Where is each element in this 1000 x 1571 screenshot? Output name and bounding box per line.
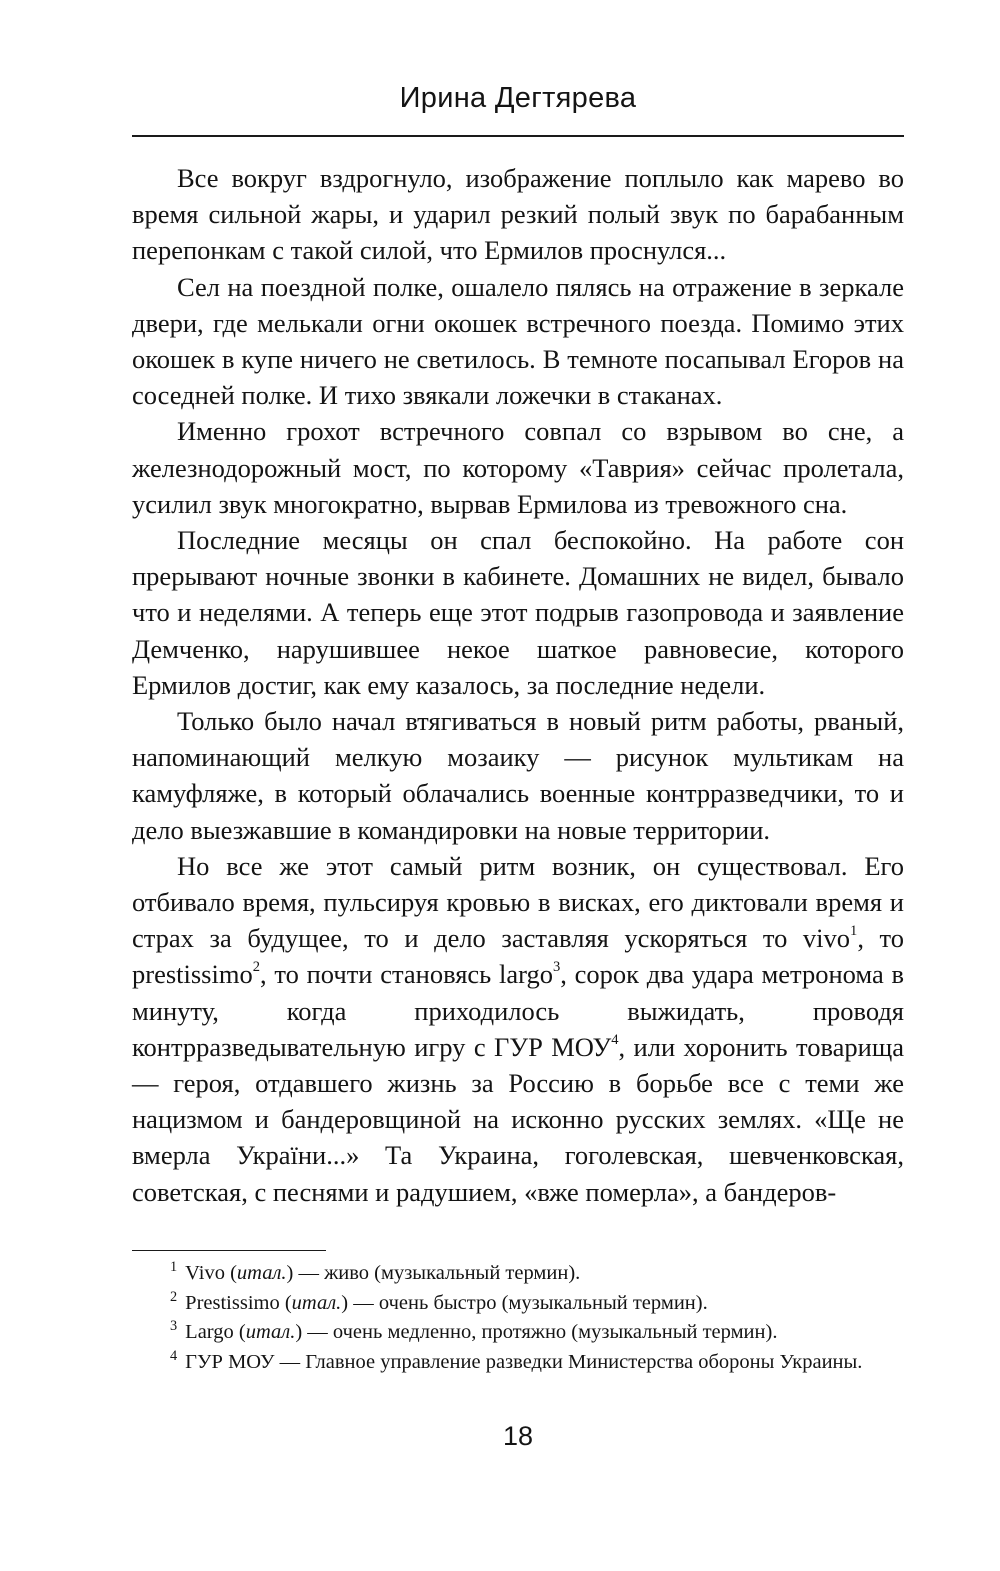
paragraph-text: , то почти становясь largo [260,959,553,990]
footnote-language: итал. [236,1262,287,1284]
footnote: $^3$ Largo (итал.) — очень медленно, протяжно (музыкальный термин). [170,1318,778,1344]
footnote-text: ГУР МОУ — Главное управление разведки Министерства обороны Украины. [185,1350,863,1373]
footnote: $^2$ Prestissimo (итал.) — очень быстро (музыкальный термин). [170,1288,708,1314]
paragraph: Именно грохот встречного совпал со взрывом во сне, а железнодорожный мост, по которому «Таврия» сейчас пролетала, усилил звук многократно, вырвав Ермилова из тревожного сна. [132,416,904,519]
paragraph-text: , сорок два удара метронома в минуту, когда приходилось выжидать, проводя контрразведывательную игру с ГУР МОУ [132,959,904,1062]
footnote-language: итал. [291,1291,342,1314]
footnote-number: 3 [170,1318,178,1335]
footnote-number: 1 [170,1259,178,1276]
footnote-term: Prestissimo [185,1291,280,1314]
footnote-marker[interactable]: 2 [252,959,261,976]
footnote [132,1348,904,1378]
header-rule [132,135,904,137]
paragraph-text: , то prestissimo [132,923,905,990]
footnote: $^1$ Vivo (итал.) — живо (музыкальный термин). [170,1259,581,1284]
footnote-term: Largo [185,1321,234,1344]
footnote-marker[interactable]: 3 [552,959,561,976]
paragraph-text: Но все же этот самый ритм возник, он существовал. Его отбивало время, пульсируя кровью в висках, его диктовали время и страх за будущее, то и дело заставляя ускоряться то vivo [132,850,904,954]
footnote-text: — очень медленно, протяжно (музыкальный термин). [307,1321,778,1344]
paragraph: Последние месяцы он спал беспокойно. На работе сон прерывают ночные звонки в кабинете. Домашних не видел, бывало что и неделями. А теперь еще этот подрыв газопровода и заявление Демченко, нарушившее некое шаткое равновесие, которого Ермилов достиг, как ему казалось, за последние недели. [132,525,904,700]
footnote-marker[interactable]: 4 [611,1031,619,1048]
paragraph: Сел на поездной полке, ошалело пялясь на отражение в зеркале двери, где мелькали огни окошек встречного поезда. Помимо этих окошек в купе ничего не светилось. В темноте посапывал Егоров на соседней полке. И тихо звякали ложечки в стаканах. [132,271,904,411]
footnote-language: итал. [245,1321,296,1344]
paragraph: Все вокруг вздрогнуло, изображение поплыло как марево во время сильной жары, и ударил резкий полый звук по барабанным перепонкам с такой силой, что Ермилов проснулся... [132,163,904,266]
paragraph [132,848,904,1210]
footnotes [132,1259,904,1377]
footnote-marker[interactable]: 1 [850,923,858,940]
paragraph-text: , или хоронить товарища — героя, отдавшего жизнь за Россию в борьбе все с теми же нацизмом и бандеровщиной на исконно русских землях. «Ще не вмерла України...» Та Украина, гоголевская, шевченковская, советская, с песнями и радушием, «вже померла», а бандеров- [132,1031,904,1207]
footnote-text: — живо (музыкальный термин). [298,1262,581,1284]
footnote-term: Vivo [185,1262,225,1284]
page-number: 18 [502,1421,534,1451]
running-header: Ирина Дегтярева [399,82,637,114]
paragraph: Только было начал втягиваться в новый ритм работы, рваный, напоминающий мелкую мозаику — рисунок мультикам на камуфляже, в который облачались военные контрразведчики, то и дело выезжавшие в командировки на новые территории. [132,706,904,845]
footnote-number: 2 [170,1288,178,1305]
footnote-text: — очень быстро (музыкальный термин). [353,1291,708,1314]
footnote-number: 4 [170,1347,178,1364]
main-text [132,160,904,1210]
footnote-separator [132,1250,326,1251]
